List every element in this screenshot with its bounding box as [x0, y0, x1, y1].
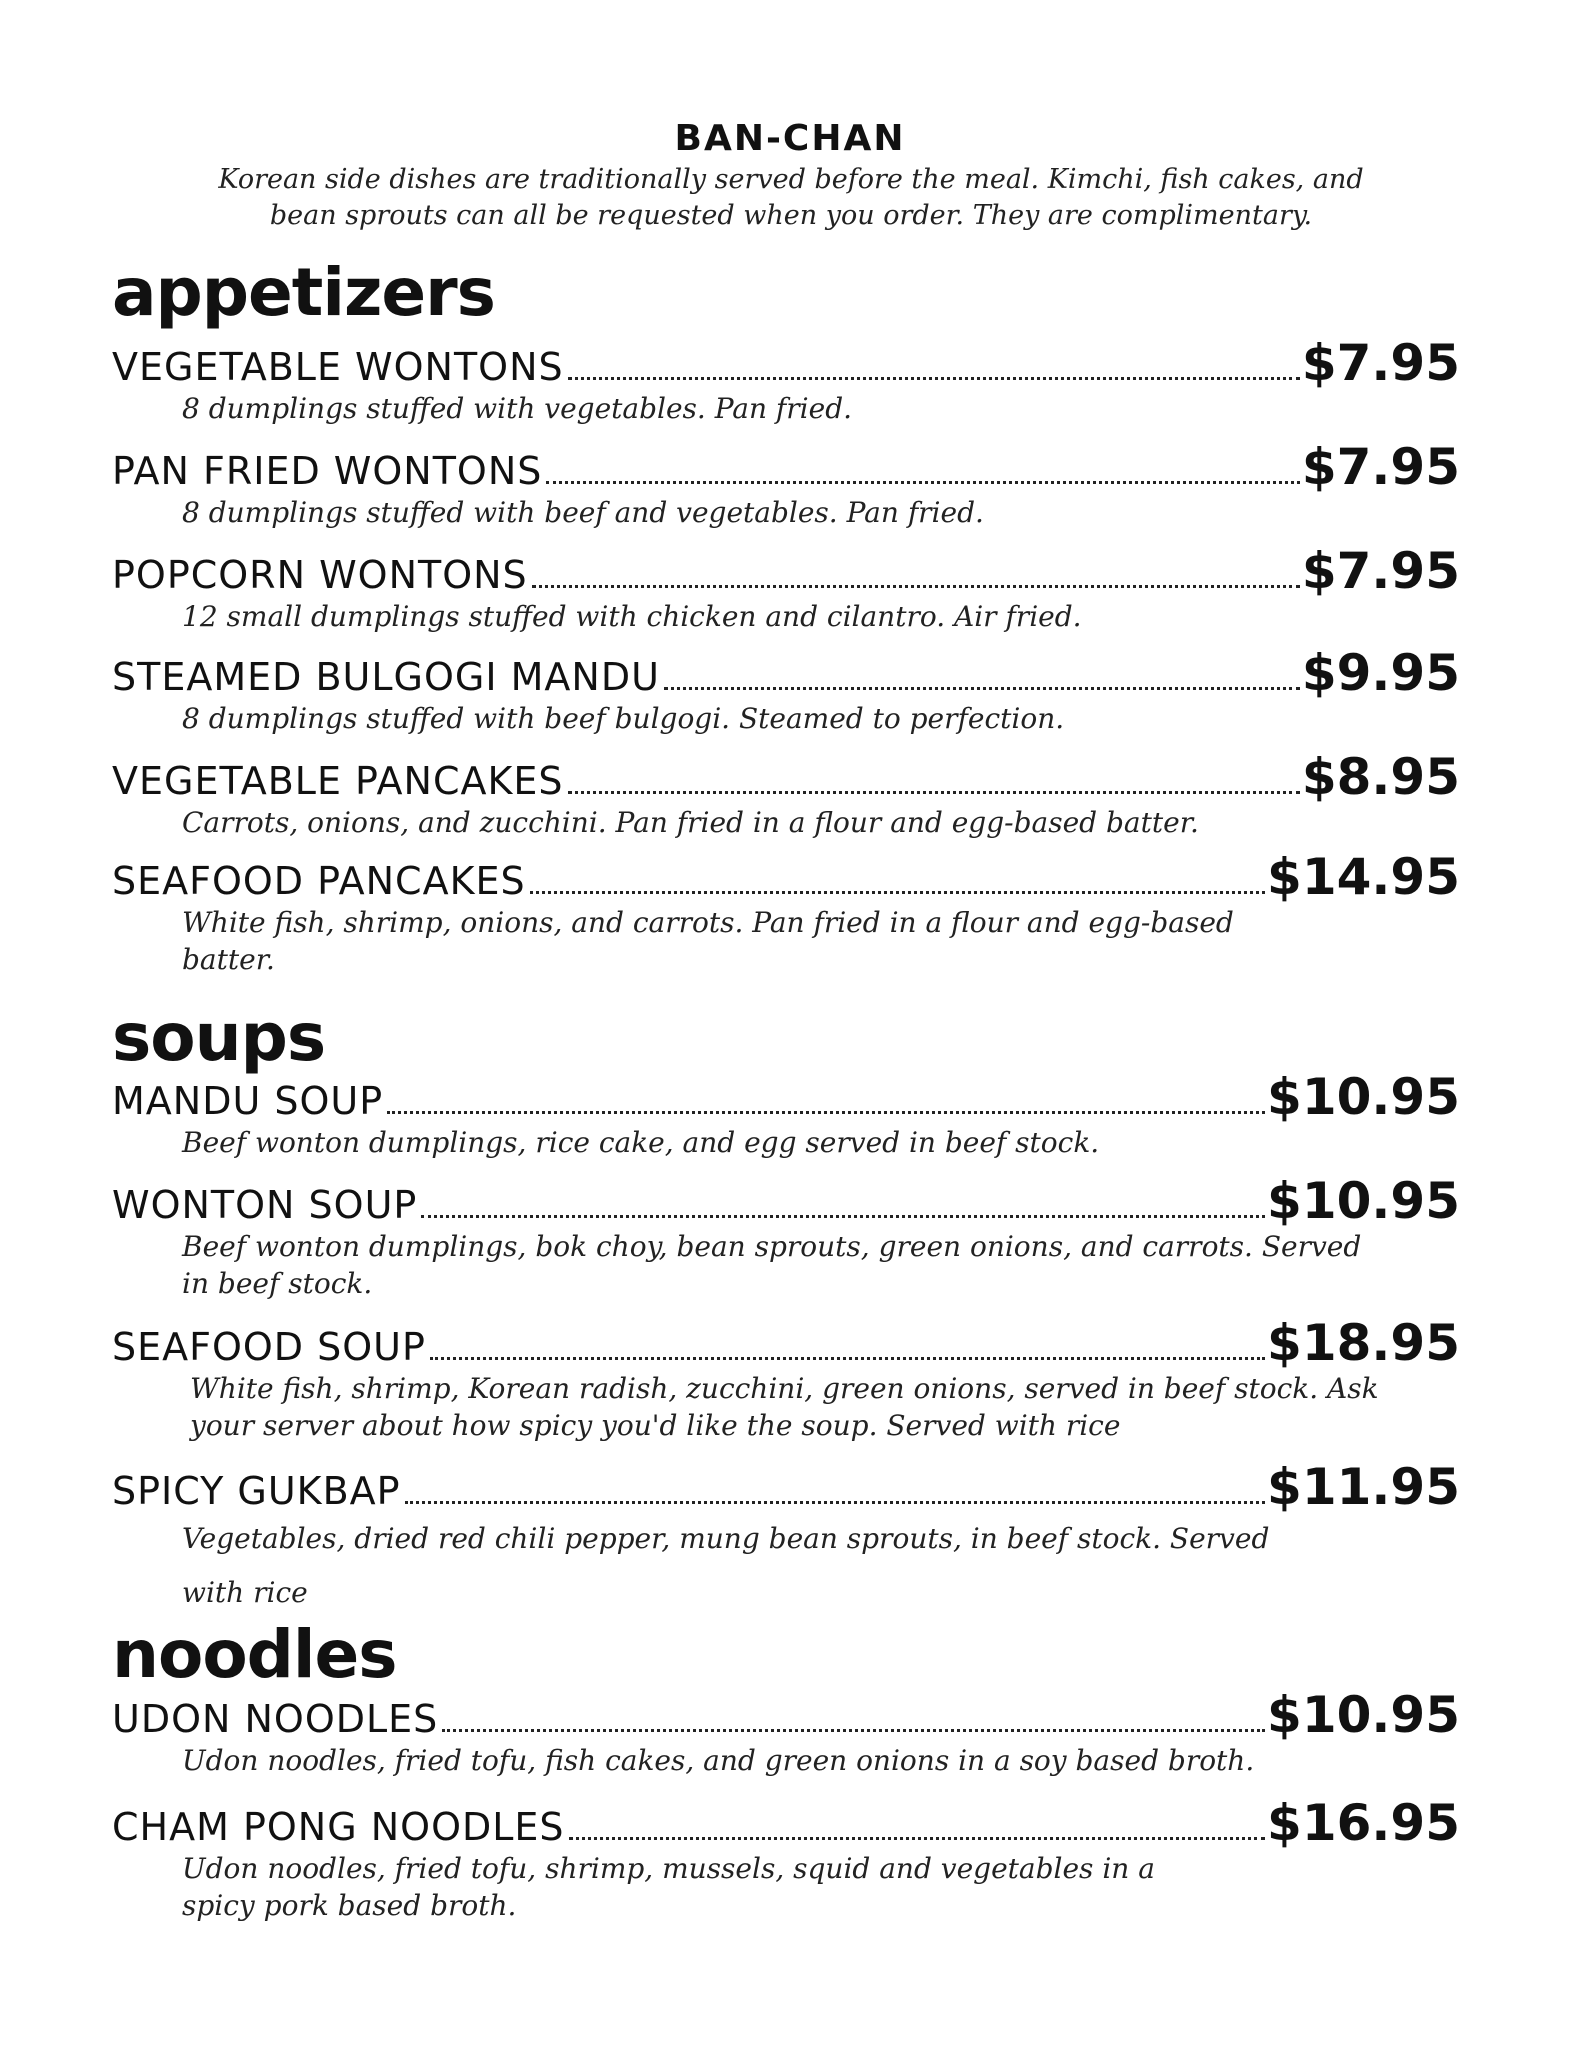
dot-leader — [664, 686, 1300, 690]
item-name: CHAM PONG NOODLES — [112, 1805, 565, 1849]
menu-item — [112, 1794, 1460, 1924]
item-description: 12 small dumplings stuffed with chicken and cilantro. Air fried. — [182, 600, 1082, 633]
dot-leader — [405, 1500, 1265, 1504]
item-name: POPCORN WONTONS — [112, 553, 528, 597]
menu-item — [112, 848, 1460, 978]
item-description: Beef wonton dumplings, rice cake, and egg served in beef stock. — [182, 1126, 1100, 1159]
section-title-noodles: noodles — [112, 1616, 397, 1693]
menu-item — [112, 1458, 1460, 1620]
item-description: Vegetables, dried red chili pepper, mung bean sprouts, in beef stock. Served with rice — [182, 1522, 1270, 1609]
item-name: SEAFOOD PANCAKES — [112, 859, 526, 903]
dot-leader — [568, 376, 1300, 380]
item-name: WONTON SOUP — [112, 1183, 418, 1227]
dot-leader — [442, 1728, 1265, 1732]
item-price: $10.95 — [1267, 1172, 1460, 1230]
menu-item — [112, 1172, 1460, 1302]
item-description: Udon noodles, fried tofu, fish cakes, and green onions in a soy based broth. — [182, 1744, 1255, 1777]
menu-item — [112, 1068, 1460, 1161]
dot-leader — [546, 480, 1299, 484]
menu-item — [112, 1314, 1460, 1444]
menu-item — [112, 1686, 1460, 1779]
dot-leader — [532, 584, 1300, 588]
item-description: White fish, shrimp, Korean radish, zucchini, green onions, served in beef stock. Ask your server about how spicy you'd like the soup. Served with rice — [190, 1372, 1379, 1442]
item-name: MANDU SOUP — [112, 1079, 384, 1123]
section-title-soups: soups — [112, 999, 326, 1076]
item-price: $8.95 — [1301, 748, 1460, 806]
item-price: $7.95 — [1301, 438, 1460, 496]
item-description: Beef wonton dumplings, bok choy, bean sprouts, green onions, and carrots. Served in beef stock. — [182, 1230, 1362, 1300]
item-price: $10.95 — [1267, 1686, 1460, 1744]
item-name: SEAFOOD SOUP — [112, 1325, 426, 1369]
item-name: VEGETABLE PANCAKES — [112, 759, 564, 803]
item-price: $7.95 — [1301, 542, 1460, 600]
menu-item — [112, 334, 1460, 427]
dot-leader — [568, 790, 1300, 794]
menu-item — [112, 438, 1460, 531]
item-description: 8 dumplings stuffed with vegetables. Pan fried. — [182, 392, 853, 425]
menu-item — [112, 542, 1460, 635]
item-price: $16.95 — [1267, 1794, 1460, 1852]
item-price: $9.95 — [1301, 644, 1460, 702]
item-price: $14.95 — [1267, 848, 1460, 906]
menu-item — [112, 644, 1460, 737]
item-price: $10.95 — [1267, 1068, 1460, 1126]
dot-leader — [387, 1110, 1265, 1114]
item-name: UDON NOODLES — [112, 1697, 439, 1741]
section-title-appetizers: appetizers — [112, 254, 495, 331]
item-price: $7.95 — [1301, 334, 1460, 392]
menu-item — [112, 748, 1460, 841]
dot-leader — [530, 890, 1265, 894]
dot-leader — [430, 1356, 1265, 1360]
item-description: 8 dumplings stuffed with beef and vegetables. Pan fried. — [182, 496, 984, 529]
item-description: Carrots, onions, and zucchini. Pan fried in a flour and egg-based batter. — [182, 806, 1199, 839]
banchan-title: BAN-CHAN — [674, 118, 906, 159]
item-description: 8 dumplings stuffed with beef bulgogi. Steamed to perfection. — [182, 702, 1065, 735]
dot-leader — [569, 1836, 1265, 1840]
dot-leader — [421, 1214, 1265, 1218]
item-description: Udon noodles, fried tofu, shrimp, mussels, squid and vegetables in a spicy pork based broth. — [182, 1852, 1155, 1922]
item-name: VEGETABLE WONTONS — [112, 345, 564, 389]
banchan-description: Korean side dishes are traditionally served before the meal. Kimchi, fish cakes, and bean sprouts can all be requested when you order. They are complimentary. — [218, 164, 1364, 231]
item-name: PAN FRIED WONTONS — [112, 449, 543, 493]
banchan-intro — [0, 118, 1582, 234]
item-price: $18.95 — [1267, 1314, 1460, 1372]
item-description: White fish, shrimp, onions, and carrots. Pan fried in a flour and egg-based batter. — [182, 906, 1234, 976]
item-name: STEAMED BULGOGI MANDU — [112, 655, 660, 699]
item-price: $11.95 — [1267, 1458, 1460, 1516]
item-name: SPICY GUKBAP — [112, 1469, 401, 1513]
